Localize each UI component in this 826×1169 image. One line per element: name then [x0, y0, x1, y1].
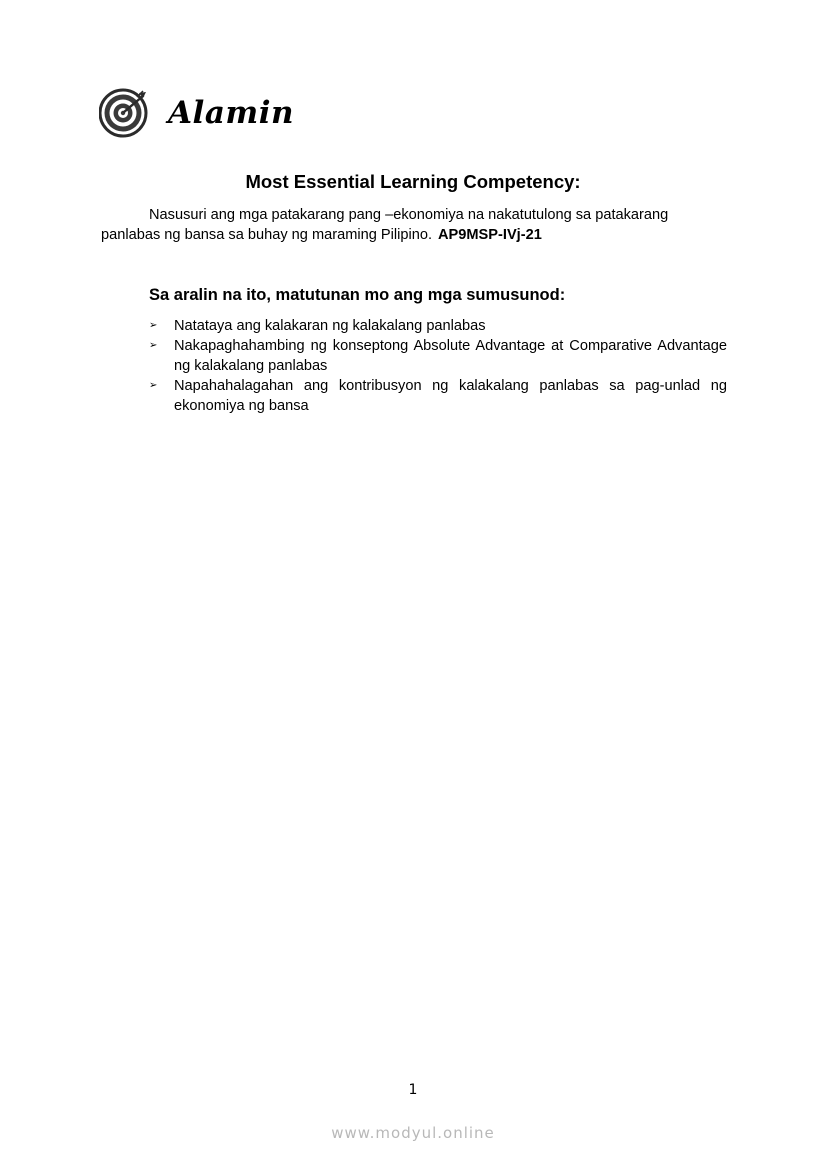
arrow-bullet-icon: ➢: [149, 320, 158, 331]
competency-text: Nasusuri ang mga patakarang pang –ekonomiya na nakatutulong sa patakarang panlabas ng bansa sa buhay ng maraming Pilipino.: [101, 207, 669, 243]
list-item: [149, 316, 727, 336]
section-header: [99, 88, 294, 138]
arrow-bullet-icon: ➢: [149, 380, 158, 391]
competency-paragraph: [101, 205, 731, 245]
list-item-text: Natataya ang kalakaran ng kalakalang panlabas: [174, 318, 486, 334]
objectives-list: [149, 316, 727, 416]
target-icon: [99, 88, 149, 138]
arrow-bullet-icon: ➢: [149, 340, 158, 351]
list-item: [149, 336, 727, 376]
watermark: www.modyul.online: [331, 1124, 495, 1142]
competency-code: AP9MSP-IVj-21: [438, 227, 542, 243]
list-item: [149, 376, 727, 416]
page-number: 1: [408, 1082, 418, 1098]
competency-heading: Most Essential Learning Competency:: [245, 171, 581, 192]
section-title: Alamin: [168, 95, 295, 131]
list-item-text: Nakapaghahambing ng konseptong Absolute Advantage at Comparative Advantage ng kalakalang panlabas: [174, 338, 727, 374]
objectives-heading: Sa aralin na ito, matutunan mo ang mga sumusunod:: [149, 286, 566, 304]
list-item-text: Napahahalagahan ang kontribusyon ng kalakalang panlabas sa pag-unlad ng ekonomiya ng bansa: [174, 378, 727, 414]
